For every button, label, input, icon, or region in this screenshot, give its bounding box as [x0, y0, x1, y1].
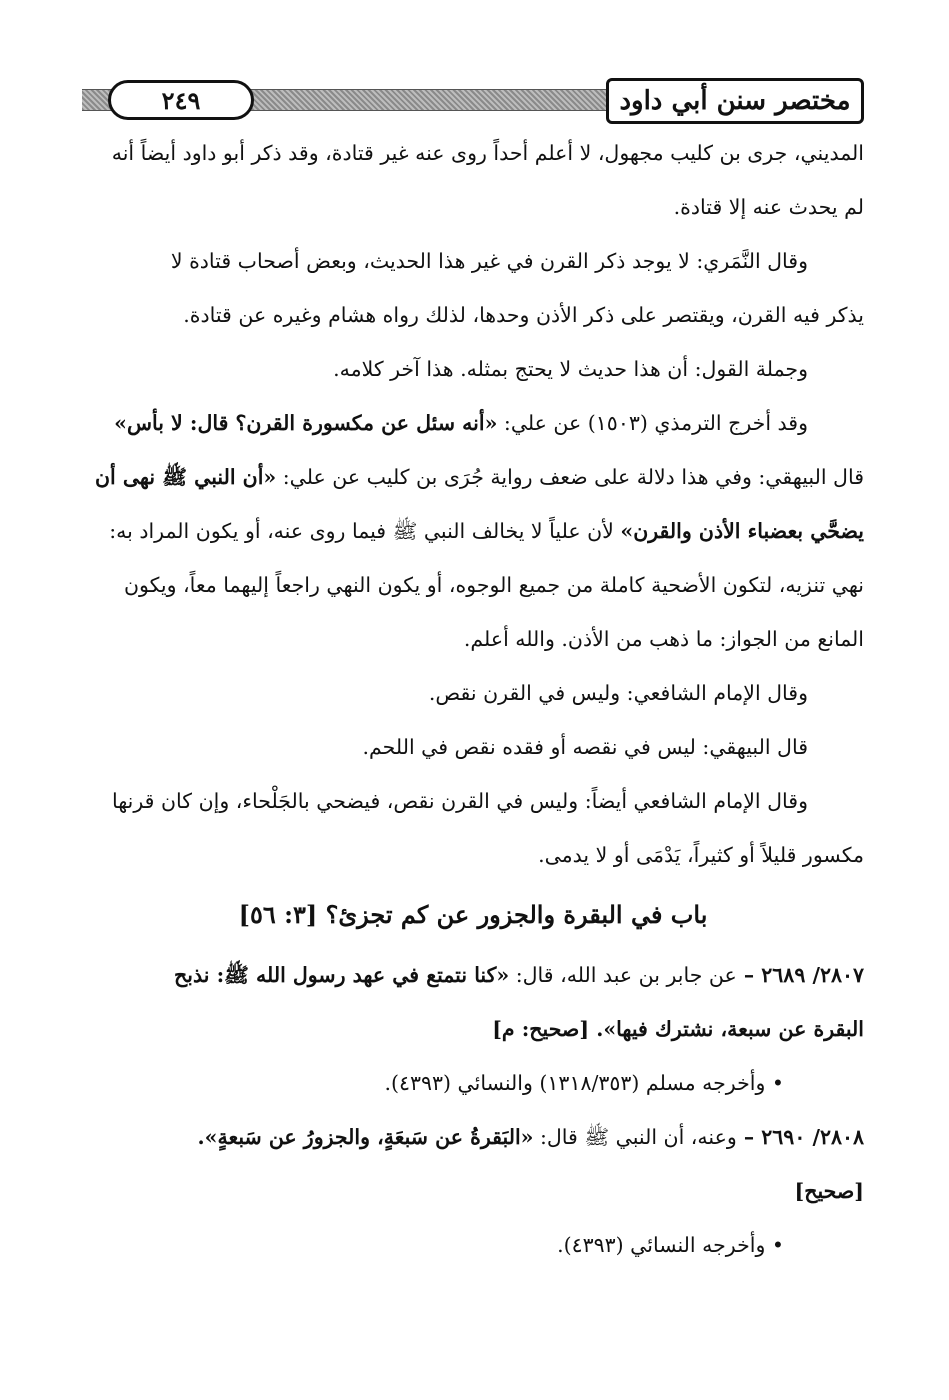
paragraph-start [82, 396, 864, 450]
text-line: مكسور قليلاً أو كثيراً، يَدْمَى أو لا يدمى. [538, 843, 864, 867]
grading: [صحيح] [794, 1179, 864, 1203]
book-title: مختصر سنن أبي داود [606, 78, 864, 124]
text-line: المديني، جرى بن كليب مجهول، لا أعلم أحداً روى عنه غير قتادة، وقد ذكر أبو داود أيضاً أنه [111, 141, 864, 165]
hadith-quote: «كنا نتمتع في عهد رسول الله ﷺ: نذبح [174, 963, 510, 987]
text-span: لأن علياً لا يخالف النبي ﷺ فيما روى عنه، أو يكون المراد به: [109, 519, 621, 543]
hadith-line [82, 948, 864, 1002]
text-line: المانع من الجواز: ما ذهب من الأذن. والله أعلم. [463, 627, 864, 651]
text-line: نهي تنزيه، لتكون الأضحية كاملة من جميع الوجوه، أو يكون النهي راجعاً إليهما معاً، ويكون [123, 573, 864, 597]
page-header [82, 76, 864, 122]
paragraph-start: قال البيهقي: ليس في نقصه أو فقده نقص في اللحم. [362, 735, 808, 759]
hadith-quote: يضحَّي بعضباء الأذن والقرن» [620, 519, 864, 543]
text-span: قال البيهقي: وفي هذا دلالة على ضعف رواية جُرَى بن كليب عن علي: [276, 465, 864, 489]
takhrij-note: • وأخرجه مسلم (١٣١٨/٣٥٣) والنسائي (٤٣٩٣). [384, 1071, 784, 1095]
chapter-heading: باب في البقرة والجزور عن كم تجزئ؟ [٣: ٥٦] [238, 900, 708, 929]
hadith-quote: البقرة عن سبعة، نشترك فيها». [596, 1017, 864, 1041]
paragraph-start: وجملة القول: أن هذا حديث لا يحتج بمثله. هذا آخر كلامه. [333, 357, 808, 381]
takhrij-note: • وأخرجه النسائي (٤٣٩٣). [557, 1233, 784, 1257]
text-span: وعنه، أن النبي ﷺ قال: [533, 1125, 737, 1149]
hadith-number: ٢٨٠٨/ ٢٦٩٠ – [736, 1125, 864, 1149]
hadith-number: ٢٨٠٧/ ٢٦٨٩ – [736, 963, 864, 987]
text-span: وقد أخرج الترمذي (١٥٠٣) عن علي: [497, 411, 808, 435]
page-number: ٢٤٩ [108, 80, 254, 120]
hadith-line [82, 1002, 864, 1056]
hadith-quote: «أن النبي ﷺ نهى أن [94, 465, 277, 489]
hadith-quote: «أنه سئل عن مكسورة القرن؟ قال: لا بأس» [114, 411, 498, 435]
grading: [صحيح: م] [492, 1017, 597, 1041]
hadith-line [82, 1110, 864, 1164]
hadith-quote: «البَقرةُ عن سَبعَةٍ، والجزورُ عن سَبعةٍ». [197, 1125, 534, 1149]
text-line: لم يحدث عنه إلا قتادة. [673, 195, 864, 219]
page-body [82, 126, 864, 1272]
text-line [82, 450, 864, 504]
text-line [82, 504, 864, 558]
paragraph-start: وقال الإمام الشافعي: وليس في القرن نقص. [428, 681, 808, 705]
paragraph-start: وقال النَّمَري: لا يوجد ذكر القرن في غير هذا الحديث، وبعض أصحاب قتادة لا [170, 249, 808, 273]
text-span: عن جابر بن عبد الله، قال: [509, 963, 737, 987]
text-line: يذكر فيه القرن، ويقتصر على ذكر الأذن وحدها، لذلك رواه هشام وغيره عن قتادة. [183, 303, 864, 327]
paragraph-start: وقال الإمام الشافعي أيضاً: وليس في القرن نقص، فيضحي بالجَلْحاء، وإن كان قرنها [111, 789, 808, 813]
